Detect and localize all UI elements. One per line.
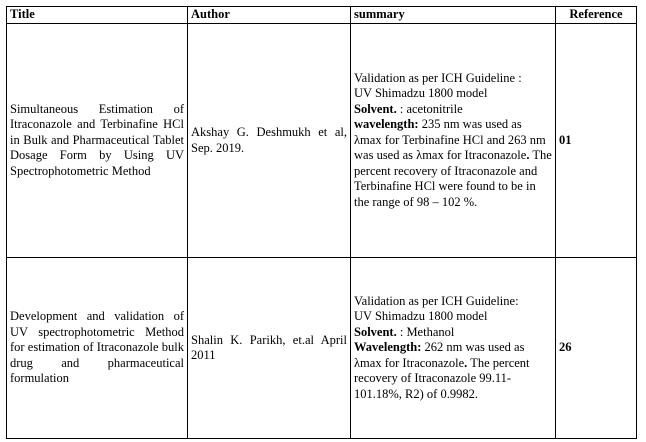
row-author: Shalin K. Parikh, et.al April 2011 xyxy=(188,258,351,439)
author-column-header: Author xyxy=(188,7,351,24)
summary-solvent xyxy=(354,102,552,118)
literature-review-table xyxy=(6,6,637,439)
recovery-text: The percent recovery of Itraconazole 99.11- 101.18%, R2) of 0.9982. xyxy=(354,355,530,401)
wavelength-end-dot: . xyxy=(464,355,468,370)
row-reference: 01 xyxy=(556,24,637,258)
solvent-label: Solvent. xyxy=(354,101,397,116)
row-summary xyxy=(351,24,556,258)
summary-validation: Validation as per ICH Guideline : xyxy=(354,70,522,85)
wavelength-label: Wavelength: xyxy=(354,340,422,355)
summary-validation: Validation as per ICH Guideline: xyxy=(354,293,519,308)
title-column-header: Title xyxy=(7,7,188,24)
row-title: Simultaneous Estimation of Itraconazole and Terbinafine HCl in Bulk and Pharmaceutical Tablet Dosage Form by Using UV Spectrophotometric Method xyxy=(7,24,188,258)
solvent-value: : acetonitrile xyxy=(396,101,463,116)
summary-instrument: UV Shimadzu 1800 model xyxy=(354,309,488,324)
wavelength-end-dot: . xyxy=(526,148,530,163)
summary-solvent xyxy=(354,325,552,341)
header-row xyxy=(7,7,637,24)
row-title: Development and validation of UV spectrophotometric Method for estimation of Itraconazole bulk drug and pharmaceutical formulation xyxy=(7,258,188,439)
row-author: Akshay G. Deshmukh et al, Sep. 2019. xyxy=(188,24,351,258)
table-row xyxy=(7,258,637,439)
row-reference: 26 xyxy=(556,258,637,439)
wavelength-value: 235 nm was used as λmax for Terbinafine HCl and 263 nm was used as λmax for Itraconazole xyxy=(354,117,546,163)
summary-wavelength xyxy=(354,117,552,209)
wavelength-value: 262 nm was used as λmax for Itraconazole xyxy=(354,340,525,370)
table-row xyxy=(7,24,637,258)
summary-column-header: summary xyxy=(351,7,556,24)
summary-wavelength xyxy=(354,340,530,401)
recovery-text: The percent recovery of Itraconazole and Terbinafine HCl were found to be in the range of 98 – 102 %. xyxy=(354,148,552,209)
summary-instrument: UV Shimadzu 1800 model xyxy=(354,86,488,101)
solvent-label: Solvent. xyxy=(354,324,397,339)
wavelength-label: wavelength: xyxy=(354,117,419,132)
row-summary xyxy=(351,258,556,439)
solvent-value: : Methanol xyxy=(396,324,455,339)
reference-column-header: Reference xyxy=(556,7,637,24)
